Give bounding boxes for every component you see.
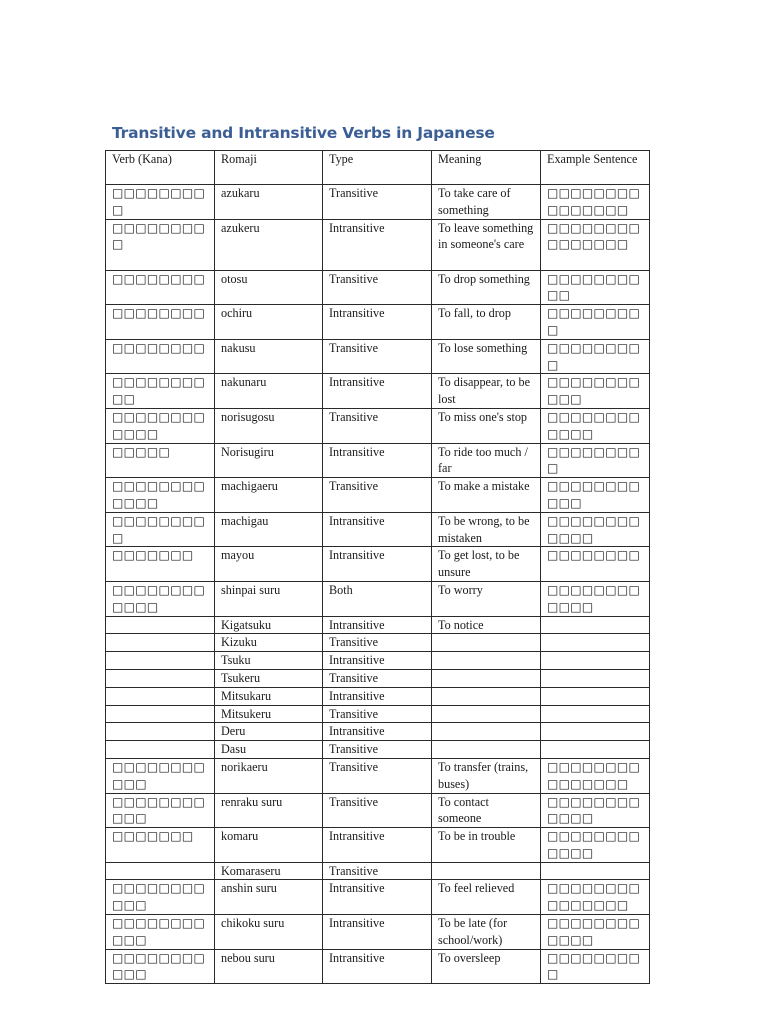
meaning-cell: To be late (for school/work)	[432, 915, 541, 950]
meaning-cell	[432, 652, 541, 670]
table-row	[106, 723, 650, 741]
meaning-cell: To be wrong, to be mistaken	[432, 512, 541, 547]
verb-kana-cell: □□□□□□□□□□□	[106, 915, 215, 950]
example-sentence-cell: □□□□□□□□□	[541, 443, 650, 478]
table-row	[106, 185, 650, 220]
column-header: Example Sentence	[541, 151, 650, 185]
table-row	[106, 219, 650, 270]
type-cell: Intransitive	[323, 687, 432, 705]
romaji-cell: anshin suru	[215, 880, 323, 915]
type-cell: Intransitive	[323, 652, 432, 670]
example-sentence-cell: □□□□□□□□□□□□	[541, 793, 650, 828]
example-sentence-cell	[541, 741, 650, 759]
type-cell: Transitive	[323, 634, 432, 652]
example-sentence-cell: □□□□□□□□□	[541, 339, 650, 374]
type-cell: Transitive	[323, 793, 432, 828]
example-sentence-cell	[541, 634, 650, 652]
table-row	[106, 758, 650, 793]
romaji-cell: renraku suru	[215, 793, 323, 828]
type-cell: Intransitive	[323, 949, 432, 984]
type-cell: Transitive	[323, 741, 432, 759]
meaning-cell: To oversleep	[432, 949, 541, 984]
romaji-cell: Kizuku	[215, 634, 323, 652]
romaji-cell: azukeru	[215, 219, 323, 270]
example-sentence-cell: □□□□□□□□	[541, 547, 650, 582]
table-row	[106, 669, 650, 687]
example-sentence-cell: □□□□□□□□□□□□□□□	[541, 880, 650, 915]
column-header: Type	[323, 151, 432, 185]
table-row	[106, 374, 650, 409]
example-sentence-cell: □□□□□□□□□□	[541, 270, 650, 305]
example-sentence-cell	[541, 687, 650, 705]
type-cell: Intransitive	[323, 616, 432, 634]
type-cell: Intransitive	[323, 880, 432, 915]
romaji-cell: otosu	[215, 270, 323, 305]
table-row	[106, 443, 650, 478]
romaji-cell: Tsukeru	[215, 669, 323, 687]
example-sentence-cell	[541, 862, 650, 880]
table-row	[106, 705, 650, 723]
verb-table	[105, 150, 650, 984]
meaning-cell	[432, 669, 541, 687]
romaji-cell: Dasu	[215, 741, 323, 759]
romaji-cell: machigaeru	[215, 478, 323, 513]
verb-kana-cell	[106, 862, 215, 880]
type-cell: Intransitive	[323, 547, 432, 582]
table-row	[106, 652, 650, 670]
table-row	[106, 616, 650, 634]
meaning-cell: To disappear, to be lost	[432, 374, 541, 409]
verb-kana-cell: □□□□□□□□□□□	[106, 880, 215, 915]
table-row	[106, 741, 650, 759]
romaji-cell: komaru	[215, 828, 323, 863]
meaning-cell: To transfer (trains, buses)	[432, 758, 541, 793]
romaji-cell: nebou suru	[215, 949, 323, 984]
table-row	[106, 270, 650, 305]
type-cell: Intransitive	[323, 374, 432, 409]
meaning-cell: To worry	[432, 581, 541, 616]
verb-kana-cell: □□□□□□□□	[106, 305, 215, 340]
romaji-cell: mayou	[215, 547, 323, 582]
romaji-cell: chikoku suru	[215, 915, 323, 950]
type-cell: Both	[323, 581, 432, 616]
verb-kana-cell: □□□□□□□	[106, 828, 215, 863]
type-cell: Transitive	[323, 705, 432, 723]
type-cell: Transitive	[323, 862, 432, 880]
example-sentence-cell: □□□□□□□□□□□□	[541, 581, 650, 616]
example-sentence-cell: □□□□□□□□□□□□□□□	[541, 185, 650, 220]
verb-kana-cell: □□□□□	[106, 443, 215, 478]
type-cell: Intransitive	[323, 219, 432, 270]
table-row	[106, 828, 650, 863]
table-row	[106, 862, 650, 880]
meaning-cell: To lose something	[432, 339, 541, 374]
column-header: Meaning	[432, 151, 541, 185]
type-cell: Transitive	[323, 408, 432, 443]
meaning-cell: To contact someone	[432, 793, 541, 828]
table-row	[106, 305, 650, 340]
meaning-cell	[432, 687, 541, 705]
table-row	[106, 512, 650, 547]
type-cell: Transitive	[323, 669, 432, 687]
romaji-cell: Mitsukeru	[215, 705, 323, 723]
verb-kana-cell: □□□□□□□□□	[106, 219, 215, 270]
type-cell: Intransitive	[323, 723, 432, 741]
table-row	[106, 478, 650, 513]
example-sentence-cell	[541, 669, 650, 687]
example-sentence-cell: □□□□□□□□□□□□	[541, 408, 650, 443]
table-row	[106, 408, 650, 443]
romaji-cell: shinpai suru	[215, 581, 323, 616]
romaji-cell: norikaeru	[215, 758, 323, 793]
meaning-cell: To make a mistake	[432, 478, 541, 513]
verb-kana-cell	[106, 687, 215, 705]
page-title: Transitive and Intransitive Verbs in Japanese	[112, 124, 495, 142]
meaning-cell: To feel relieved	[432, 880, 541, 915]
romaji-cell: Kigatsuku	[215, 616, 323, 634]
type-cell: Transitive	[323, 758, 432, 793]
table-row	[106, 634, 650, 652]
romaji-cell: Deru	[215, 723, 323, 741]
table-row	[106, 793, 650, 828]
column-header: Verb (Kana)	[106, 151, 215, 185]
romaji-cell: nakusu	[215, 339, 323, 374]
verb-kana-cell: □□□□□□□□□□□	[106, 758, 215, 793]
type-cell: Intransitive	[323, 512, 432, 547]
verb-kana-cell	[106, 652, 215, 670]
table-header-row	[106, 151, 650, 185]
romaji-cell: norisugosu	[215, 408, 323, 443]
meaning-cell: To fall, to drop	[432, 305, 541, 340]
example-sentence-cell	[541, 616, 650, 634]
verb-kana-cell: □□□□□□□□	[106, 270, 215, 305]
verb-kana-cell: □□□□□□□	[106, 547, 215, 582]
table-row	[106, 339, 650, 374]
example-sentence-cell: □□□□□□□□□□□	[541, 374, 650, 409]
meaning-cell: To take care of something	[432, 185, 541, 220]
meaning-cell: To drop something	[432, 270, 541, 305]
romaji-cell: Tsuku	[215, 652, 323, 670]
verb-kana-cell: □□□□□□□□□□	[106, 374, 215, 409]
type-cell: Intransitive	[323, 443, 432, 478]
type-cell: Transitive	[323, 339, 432, 374]
romaji-cell: machigau	[215, 512, 323, 547]
column-header: Romaji	[215, 151, 323, 185]
example-sentence-cell: □□□□□□□□□□□	[541, 478, 650, 513]
verb-kana-cell: □□□□□□□□□	[106, 512, 215, 547]
verb-kana-cell	[106, 669, 215, 687]
type-cell: Intransitive	[323, 305, 432, 340]
meaning-cell: To notice	[432, 616, 541, 634]
meaning-cell	[432, 723, 541, 741]
example-sentence-cell: □□□□□□□□□	[541, 949, 650, 984]
meaning-cell: To be in trouble	[432, 828, 541, 863]
example-sentence-cell	[541, 723, 650, 741]
meaning-cell: To miss one's stop	[432, 408, 541, 443]
verb-kana-cell: □□□□□□□□□	[106, 185, 215, 220]
romaji-cell: Mitsukaru	[215, 687, 323, 705]
example-sentence-cell	[541, 652, 650, 670]
example-sentence-cell: □□□□□□□□□□□□	[541, 828, 650, 863]
table-row	[106, 581, 650, 616]
example-sentence-cell: □□□□□□□□□□□□□□□	[541, 219, 650, 270]
type-cell: Transitive	[323, 185, 432, 220]
romaji-cell: nakunaru	[215, 374, 323, 409]
verb-kana-cell	[106, 723, 215, 741]
verb-kana-cell: □□□□□□□□□□□□	[106, 408, 215, 443]
verb-kana-cell: □□□□□□□□□□□□	[106, 478, 215, 513]
table-row	[106, 687, 650, 705]
meaning-cell	[432, 741, 541, 759]
verb-kana-cell: □□□□□□□□	[106, 339, 215, 374]
verb-kana-cell: □□□□□□□□□□□	[106, 793, 215, 828]
verb-kana-cell	[106, 634, 215, 652]
verb-kana-cell	[106, 705, 215, 723]
verb-kana-cell: □□□□□□□□□□□	[106, 949, 215, 984]
type-cell: Intransitive	[323, 828, 432, 863]
type-cell: Transitive	[323, 270, 432, 305]
verb-kana-cell	[106, 741, 215, 759]
table-row	[106, 880, 650, 915]
romaji-cell: Norisugiru	[215, 443, 323, 478]
example-sentence-cell: □□□□□□□□□□□□□□□	[541, 758, 650, 793]
example-sentence-cell: □□□□□□□□□□□□	[541, 512, 650, 547]
example-sentence-cell	[541, 705, 650, 723]
table-row	[106, 915, 650, 950]
type-cell: Intransitive	[323, 915, 432, 950]
verb-kana-cell	[106, 616, 215, 634]
meaning-cell: To leave something in someone's care	[432, 219, 541, 270]
romaji-cell: azukaru	[215, 185, 323, 220]
verb-kana-cell: □□□□□□□□□□□□	[106, 581, 215, 616]
meaning-cell	[432, 634, 541, 652]
table-row	[106, 547, 650, 582]
meaning-cell	[432, 862, 541, 880]
example-sentence-cell: □□□□□□□□□	[541, 305, 650, 340]
table-row	[106, 949, 650, 984]
table-body	[106, 185, 650, 984]
romaji-cell: ochiru	[215, 305, 323, 340]
romaji-cell: Komaraseru	[215, 862, 323, 880]
example-sentence-cell: □□□□□□□□□□□□	[541, 915, 650, 950]
type-cell: Transitive	[323, 478, 432, 513]
meaning-cell: To get lost, to be unsure	[432, 547, 541, 582]
meaning-cell: To ride too much / far	[432, 443, 541, 478]
meaning-cell	[432, 705, 541, 723]
